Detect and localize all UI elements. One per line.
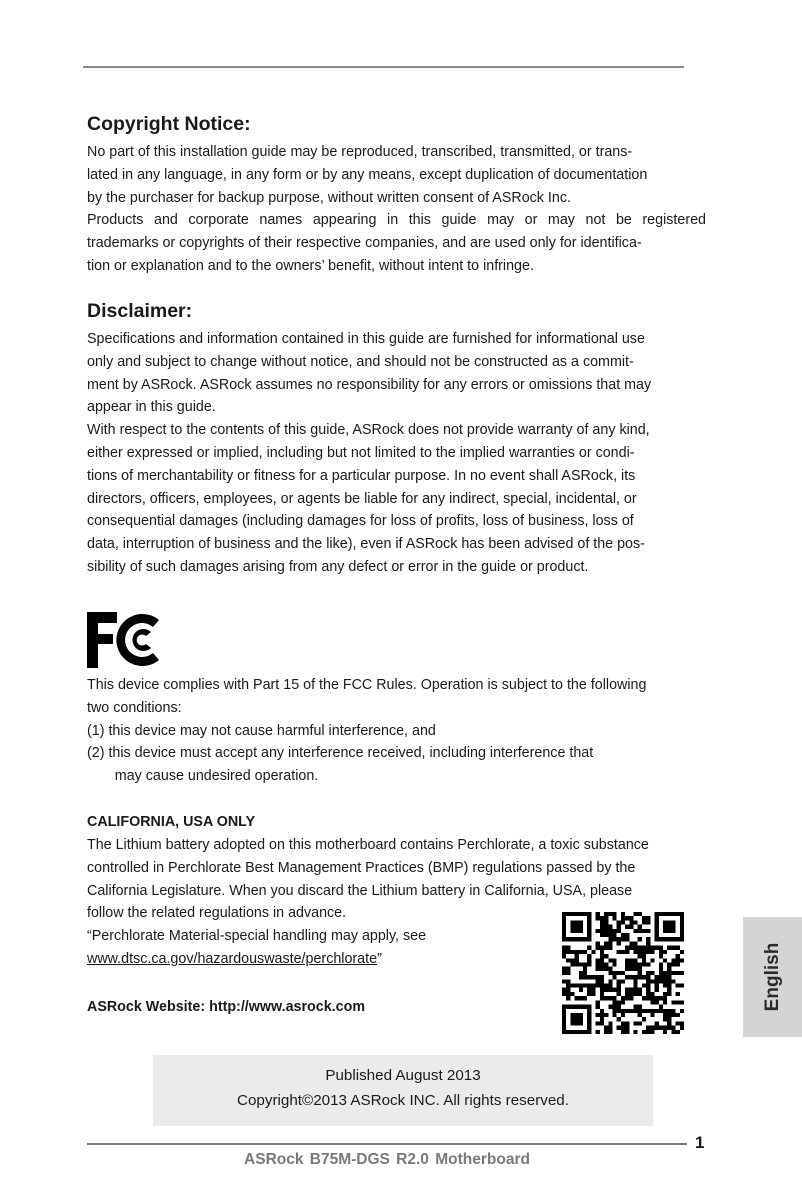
california-line: The Lithium battery adopted on this motherboard contains Perchlorate, a toxic substance	[87, 837, 649, 853]
california-heading: CALIFORNIA, USA ONLY	[87, 814, 256, 830]
fcc-line: may cause undesired operation.	[87, 768, 319, 785]
copyright-line: trademarks or copyrights of their respective companies, and are used only for identifica-	[87, 235, 642, 252]
qr-code-icon	[562, 912, 684, 1034]
fcc-line: two conditions:	[87, 699, 182, 716]
disclaimer-line: only and subject to change without notice, and should not be constructed as a commit-	[87, 353, 634, 370]
disclaimer-line: With respect to the contents of this guide, ASRock does not provide warranty of any kind,	[87, 422, 650, 439]
fcc-line: This device complies with Part 15 of the FCC Rules. Operation is subject to the following	[87, 677, 647, 693]
published-date: Published August 2013	[325, 1067, 481, 1084]
fcc-body	[87, 674, 712, 788]
copyright-line: Products and corporate names appearing in this guide may or may not be registered	[87, 212, 706, 229]
asrock-website: ASRock Website: http://www.asrock.com	[87, 999, 366, 1015]
closing-quote: ”	[377, 950, 382, 967]
published-box	[153, 1055, 653, 1126]
bottom-divider	[87, 1143, 687, 1145]
disclaimer-line: sibility of such damages arising from any defect or error in the guide or product.	[87, 558, 589, 575]
footer-title: ASRock B75M-DGS R2.0 Motherboard	[244, 1151, 530, 1168]
california-line: controlled in Perchlorate Best Management Practices (BMP) regulations passed by the	[87, 859, 636, 876]
fcc-logo-icon	[87, 612, 163, 668]
fcc-line: (2) this device must accept any interference received, including interference that	[87, 745, 594, 762]
copyright-heading: Copyright Notice:	[87, 113, 251, 135]
california-line: follow the related regulations in advance.	[87, 905, 347, 922]
language-tab-label: English	[761, 942, 783, 1012]
disclaimer-heading: Disclaimer:	[87, 300, 193, 322]
disclaimer-line: either expressed or implied, including but not limited to the implied warranties or condi-	[87, 444, 635, 461]
perchlorate-link[interactable]: www.dtsc.ca.gov/hazardouswaste/perchlorate	[87, 950, 378, 967]
fcc-line: (1) this device may not cause harmful interference, and	[87, 722, 436, 739]
disclaimer-line: tions of merchantability or fitness for a particular purpose. In no event shall ASRock, its	[87, 467, 636, 484]
california-line: “Perchlorate Material-special handling may apply, see	[87, 928, 427, 945]
copyright-line: tion or explanation and to the owners’ benefit, without intent to infringe.	[87, 257, 534, 274]
disclaimer-line: appear in this guide.	[87, 399, 216, 416]
copyright-body	[87, 141, 712, 278]
copyright-line: lated in any language, in any form or by any means, except duplication of documentation	[87, 166, 648, 183]
disclaimer-line: data, interruption of business and the like), even if ASRock has been advised of the pos-	[87, 536, 645, 553]
page-number: 1	[695, 1133, 705, 1152]
copyright-line: by the purchaser for backup purpose, without written consent of ASRock Inc.	[87, 189, 571, 206]
copyright-line: No part of this installation guide may be reproduced, transcribed, transmitted, or trans-	[87, 144, 633, 160]
disclaimer-line: ment by ASRock. ASRock assumes no responsibility for any errors or omissions that may	[87, 376, 652, 393]
disclaimer-line: Specifications and information contained in this guide are furnished for informational use	[87, 331, 645, 347]
top-divider	[83, 66, 684, 68]
language-tab	[743, 917, 802, 1037]
disclaimer-line: consequential damages (including damages for loss of profits, loss of business, loss of	[87, 513, 634, 530]
copyright-statement: Copyright©2013 ASRock INC. All rights reserved.	[237, 1091, 569, 1109]
disclaimer-body	[87, 328, 712, 579]
disclaimer-line: directors, officers, employees, or agents be liable for any indirect, special, incidental, or	[87, 490, 637, 507]
california-line: California Legislature. When you discard the Lithium battery in California, USA, please	[87, 882, 633, 899]
